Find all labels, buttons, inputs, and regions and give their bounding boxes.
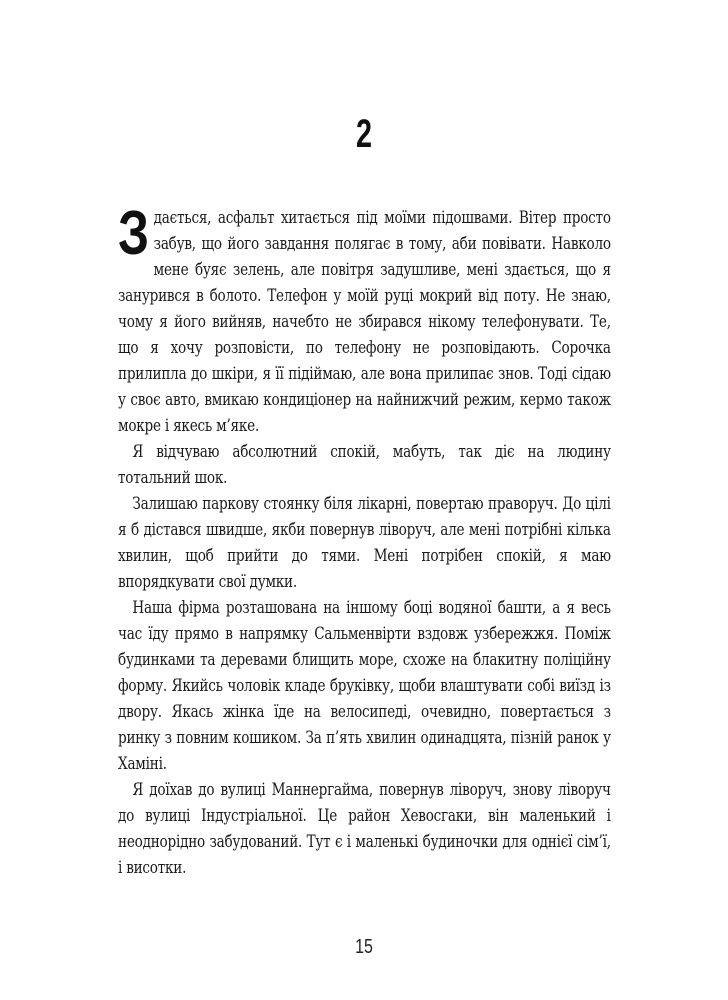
paragraph-4: Наша фірма розташована на іншому боці водяної башти, а я весь час їду прямо в напрямку Сальменвірти вздовж узбережжя. Поміж будинками та деревами блищить море, схоже на блакитну поліційну форму. Якийсь чоловік кладе бруківку, щоби влаштувати собі виїзд із двору. Якась жінка їде на велосипеді, очевидно, повертається з ринку з повним кошиком. За п’ять хвилин одинадцята, пізній ранок у Хаміні.	[118, 598, 611, 774]
paragraph-3: Залишаю паркову стоянку біля лікарні, повертаю праворуч. До цілі я б дістався швидше, якби повернув ліворуч, але мені потрібні кілька хвилин, щоб прийти до тями. Мені потрібен спокій, я маю впорядкувати свої думки.	[118, 494, 611, 592]
drop-cap: З	[118, 199, 149, 268]
paragraph-1	[118, 199, 611, 439]
paragraph-5: Я доїхав до вулиці Маннергайма, повернув ліворуч, знову ліворуч до вулиці Індустріальної. Це район Хевосгаки, він маленький і неоднорідно забудований. Тут є і маленькі будиночки для однієї сім’ї, і висотки.	[118, 780, 611, 878]
paragraph-1-text: дається, асфальт хитається під моїми підошвами. Вітер просто забув, що його завдання полягає в тому, аби повівати. Навколо мене буяє зелень, але повітря задушливе, мені здається, що я занурився в болото. Телефон у моїй руці мокрий від поту. Не знаю, чому я його вийняв, начебто не збирався нікому телефонувати. Те, що я хочу розповісти, по телефону не розповідають. Сорочка прилипла до шкіри, я її підіймаю, але вона прилипає знов. Тоді сідаю у своє авто, вмикаю кондиціонер на найнижчий режим, кермо також мокре і якесь м’яке.	[118, 208, 611, 436]
chapter-number: 2	[355, 112, 373, 156]
page-number: 15	[355, 936, 373, 958]
chapter-body	[118, 199, 611, 881]
paragraph-2: Я відчуваю абсолютний спокій, мабуть, так діє на людину тотальний шок.	[118, 442, 611, 488]
